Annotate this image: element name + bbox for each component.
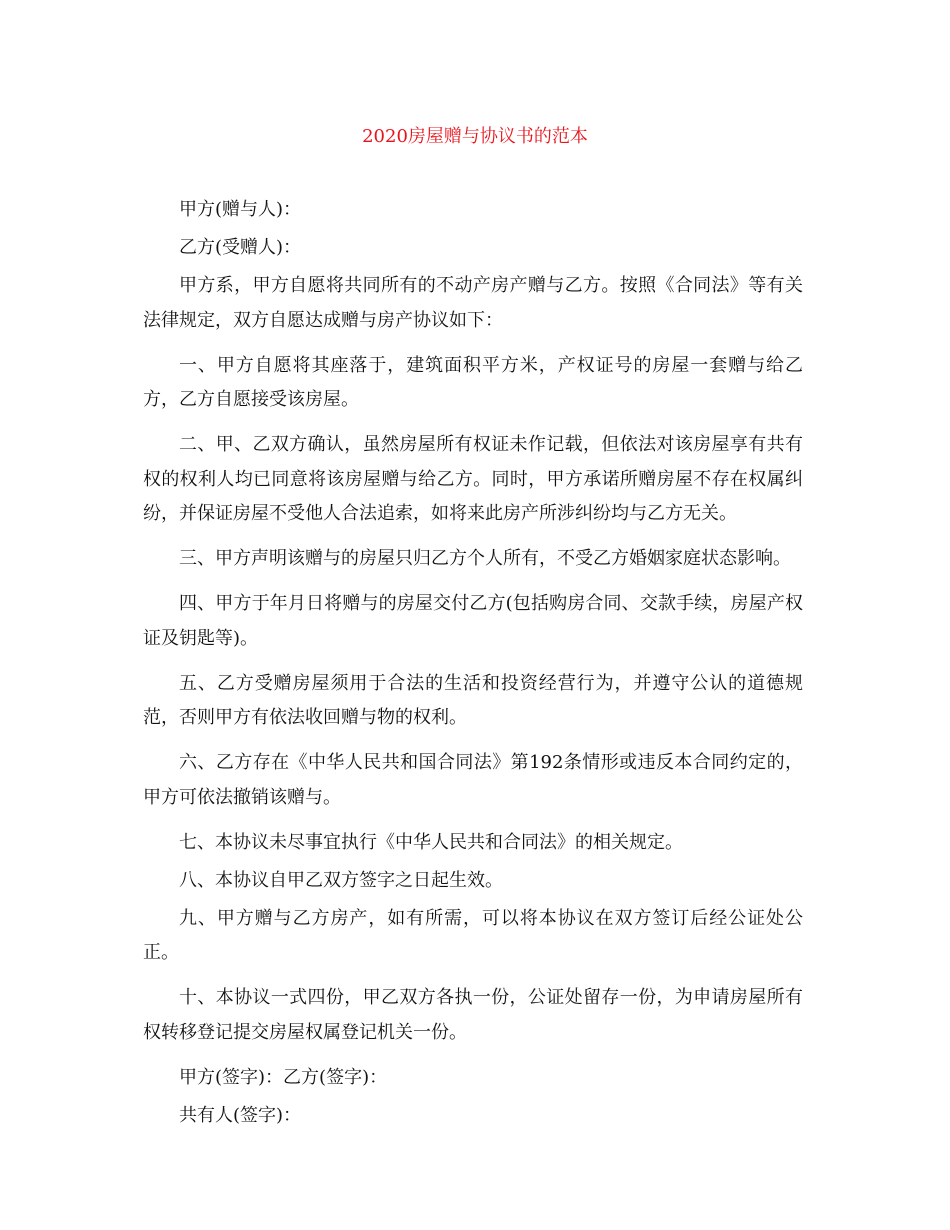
party-a-line: 甲方(赠与人)： — [179, 199, 302, 220]
clause-2: 二、甲、乙双方确认，虽然房屋所有权证未作记载，但依法对该房屋享有共有权的权利人均已同意将该房屋赠与给乙方。同时，甲方承诺所赠房屋不存在权属纠纷，并保证房屋不受他人合法追索，如将来此房产所涉纠纷均与乙方无关。 — [143, 434, 803, 524]
clause-3: 三、甲方声明该赠与的房屋只归乙方个人所有，不受乙方婚姻家庭状态影响。 — [179, 548, 791, 569]
clause-1: 一、甲方自愿将其座落于，建筑面积平方米，产权证号的房屋一套赠与给乙方，乙方自愿接受该房屋。 — [143, 354, 803, 410]
clause-6: 六、乙方存在《中华人民共和国合同法》第192条情形或违反本合同约定的，甲方可依法撤销该赠与。 — [143, 752, 803, 808]
preamble-paragraph: 甲方系，甲方自愿将共同所有的不动产房产赠与乙方。按照《合同法》等有关法律规定，双方自愿达成赠与房产协议如下： — [143, 275, 803, 331]
document-body — [143, 193, 803, 1137]
document-title: 2020房屋赠与协议书的范本 — [362, 126, 588, 147]
signature-line-co-owner: 共有人(签字)： — [179, 1104, 302, 1126]
clause-9: 九、甲方赠与乙方房产，如有所需，可以将本协议在双方签订后经公证处公正。 — [143, 907, 803, 963]
clause-8: 八、本协议自甲乙双方签字之日起生效。 — [179, 869, 503, 891]
clause-4: 四、甲方于年月日将赠与的房屋交付乙方(包括购房合同、交款手续，房屋产权证及钥匙等)。 — [143, 593, 803, 649]
clause-10: 十、本协议一式四份，甲乙双方各执一份，公证处留存一份，为申请房屋所有权转移登记提交房屋权属登记机关一份。 — [143, 987, 803, 1043]
clause-5: 五、乙方受赠房屋须用于合法的生活和投资经营行为，并遵守公认的道德规范，否则甲方有依法收回赠与物的权利。 — [143, 672, 803, 728]
signature-line-parties: 甲方(签字)：乙方(签字)： — [179, 1066, 388, 1088]
clause-7: 七、本协议未尽事宜执行《中华人民共和合同法》的相关规定。 — [179, 831, 683, 853]
party-b-line: 乙方(受赠人)： — [179, 237, 302, 258]
